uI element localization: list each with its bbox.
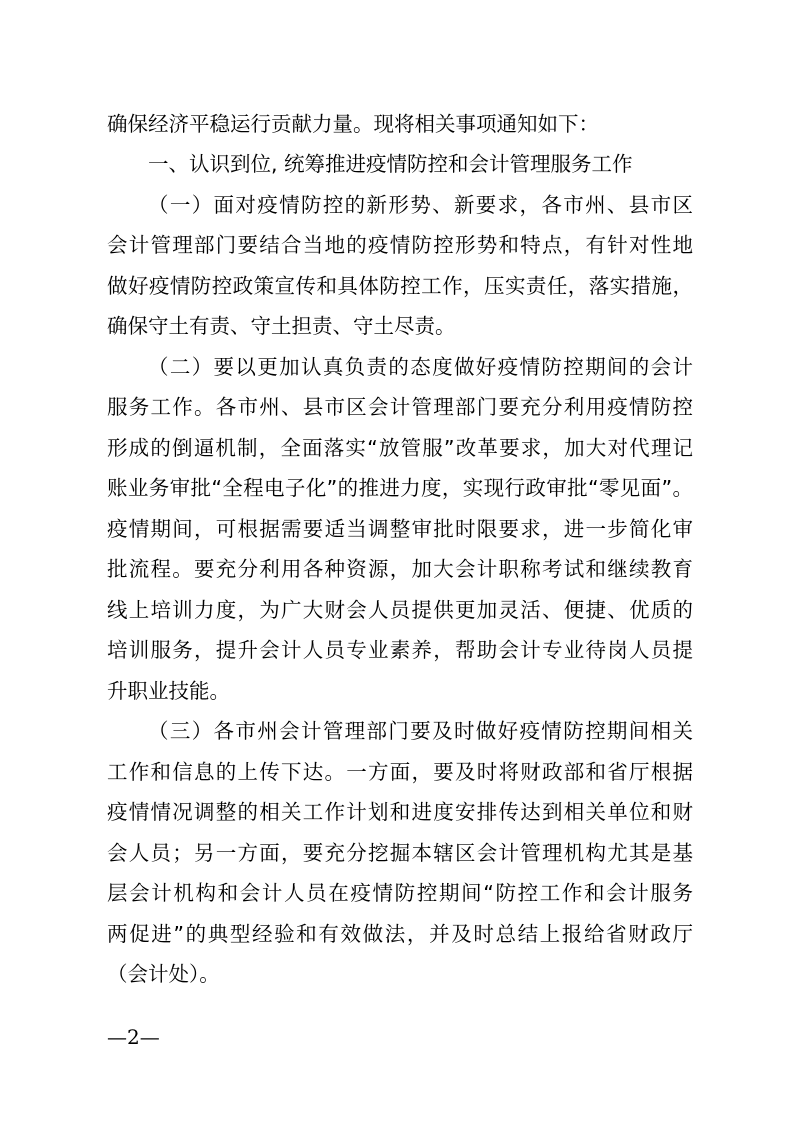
text-line: 会人员；另一方面，要充分挖掘本辖区会计管理机构尤其是基 bbox=[107, 841, 693, 865]
text-line: 工作和信息的上传下达。一方面，要及时将财政部和省厅根据 bbox=[107, 760, 693, 784]
text-line: 疫情情况调整的相关工作计划和进度安排传达到相关单位和财 bbox=[107, 800, 693, 824]
text-line: （会计处）。 bbox=[107, 962, 220, 986]
text-line: 线上培训力度，为广大财会人员提供更加灵活、便捷、优质的 bbox=[107, 598, 693, 622]
text-line: 批流程。要充分利用各种资源，加大会计职称考试和继续教育 bbox=[107, 557, 693, 581]
text-line: 层会计机构和会计人员在疫情防控期间“防控工作和会计服务 bbox=[107, 881, 693, 905]
section-heading: 一、认识到位, 统筹推进疫情防控和会计管理服务工作 bbox=[148, 152, 633, 176]
text-line: （二）要以更加认真负责的态度做好疫情防控期间的会计 bbox=[148, 355, 693, 379]
text-line: 账业务审批“全程电子化”的推进力度，实现行政审批“零见面”。 bbox=[107, 476, 693, 500]
text-line: （一）面对疫情防控的新形势、新要求，各市州、县市区 bbox=[148, 193, 693, 217]
text-line: 服务工作。各市州、县市区会计管理部门要充分利用疫情防控 bbox=[107, 395, 693, 419]
page-number: —2— bbox=[107, 1025, 160, 1049]
text-line: 确保守土有责、守土担责、守土尽责。 bbox=[107, 314, 456, 338]
text-line: 两促进”的典型经验和有效做法，并及时总结上报给省财政厅 bbox=[107, 922, 693, 946]
text-line: 确保经济平稳运行贡献力量。现将相关事项通知如下： bbox=[107, 112, 599, 136]
text-line: 培训服务，提升会计人员专业素养，帮助会计专业待岗人员提 bbox=[107, 638, 693, 662]
text-line: 会计管理部门要结合当地的疫情防控形势和特点，有针对性地 bbox=[107, 233, 693, 257]
text-line: 做好疫情防控政策宣传和具体防控工作，压实责任，落实措施， bbox=[107, 274, 693, 298]
text-line: 疫情期间，可根据需要适当调整审批时限要求，进一步简化审 bbox=[107, 517, 693, 541]
text-line: （三）各市州会计管理部门要及时做好疫情防控期间相关 bbox=[148, 719, 693, 743]
text-line: 升职业技能。 bbox=[107, 679, 230, 703]
text-line: 形成的倒逼机制，全面落实“放管服”改革要求，加大对代理记 bbox=[107, 436, 693, 460]
